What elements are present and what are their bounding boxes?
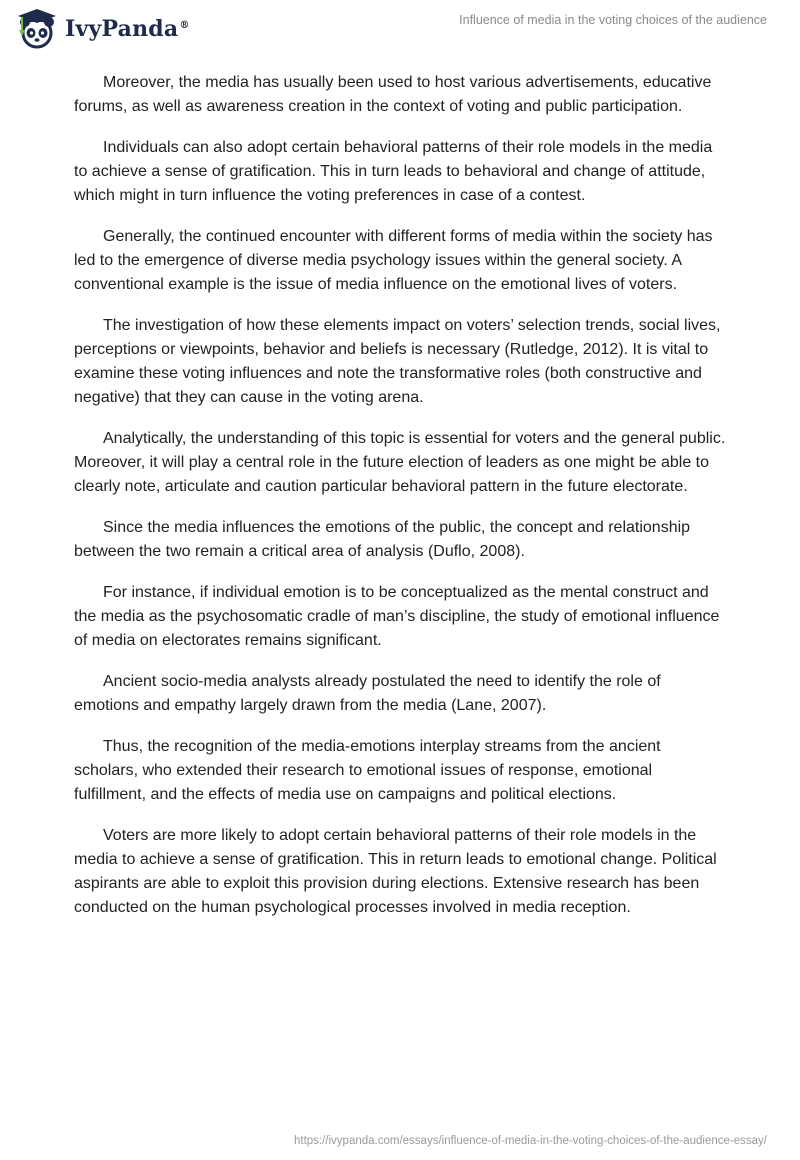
paragraph: For instance, if individual emotion is to be conceptualized as the mental construct and the media as the psychosomatic cradle of man’s discipline, the study of emotional influence of media on electorates remains significant. (74, 584, 720, 649)
registered-mark: ® (179, 19, 190, 31)
source-url[interactable]: https://ivypanda.com/essays/influence-of-media-in-the-voting-choices-of-the-audience-essay/ (293, 1135, 767, 1147)
paragraph: Thus, the recognition of the media-emotions interplay streams from the ancient scholars, who extended their research to emotional issues of response, emotional fulfillment, and the effects of media use on campaigns and political elections. (74, 738, 661, 803)
essay-body (74, 71, 726, 937)
document-title: Influence of media in the voting choices of the audience (459, 13, 767, 27)
ivypanda-logo[interactable] (14, 6, 190, 52)
page-header (0, 0, 800, 66)
paragraph: Since the media influences the emotions of the public, the concept and relationship between the two remain a critical area of analysis (Duflo, 2008). (74, 519, 691, 560)
paragraph: Voters are more likely to adopt certain behavioral patterns of their role models in the media to achieve a sense of gratification. This in return leads to emotional change. Political aspirants are able to exploit this provision during elections. Extensive research has been conducted on the human psychological processes involved in media reception. (74, 827, 717, 916)
brand-name: IvyPanda® (65, 16, 190, 42)
paragraph: Ancient socio-media analysts already postulated the need to identify the role of emotions and empathy largely drawn from the media (Lane, 2007). (74, 673, 661, 714)
paragraph: Moreover, the media has usually been used to host various advertisements, educative forums, as well as awareness creation in the context of voting and public participation. (74, 74, 712, 115)
paragraph: Individuals can also adopt certain behavioral patterns of their role models in the media to achieve a sense of gratification. This in turn leads to behavioral and change of attitude, which might in turn influence the voting preferences in case of a contest. (74, 139, 713, 204)
paragraph: Generally, the continued encounter with different forms of media within the society has led to the emergence of diverse media psychology issues within the general society. A conventional example is the issue of media influence on the emotional lives of voters. (74, 228, 713, 293)
panda-graduation-cap-icon (14, 6, 60, 52)
paragraph: Analytically, the understanding of this topic is essential for voters and the general public. Moreover, it will play a central role in the future election of leaders as one might be able to clearly note, articulate and caution particular behavioral pattern in the future electorate. (74, 430, 726, 495)
paragraph: The investigation of how these elements impact on voters’ selection trends, social lives, perceptions or viewpoints, behavior and beliefs is necessary (Rutledge, 2012). It is vital to examine these voting influences and note the transformative roles (both constructive and negative) that they can cause in the voting arena. (74, 317, 721, 406)
